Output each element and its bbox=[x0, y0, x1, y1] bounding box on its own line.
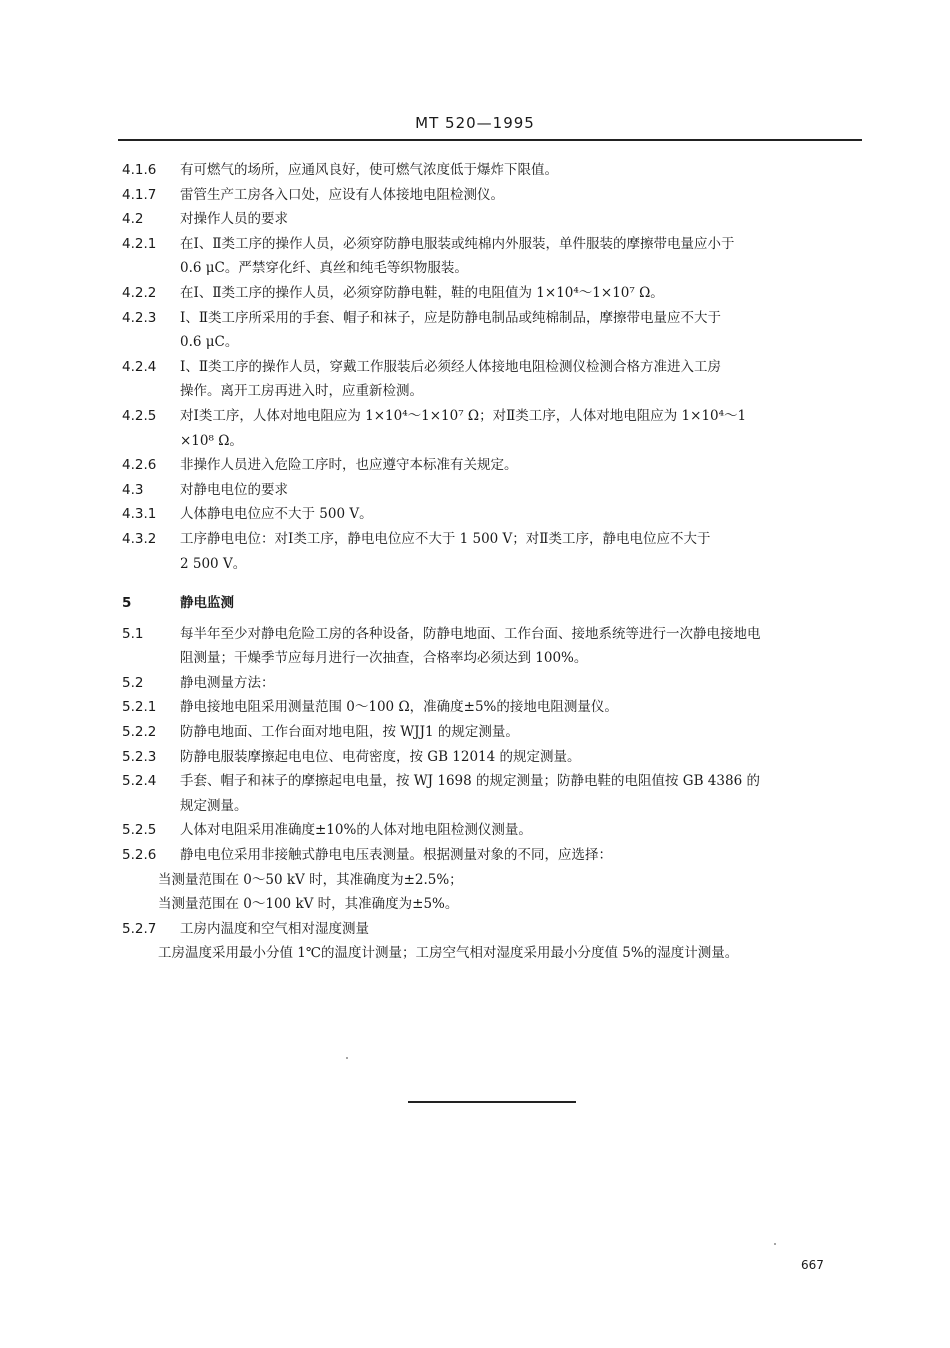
scan-speck bbox=[774, 1243, 776, 1245]
clause-text: 0.6 μC。 bbox=[180, 334, 239, 351]
clause-number: 4.3.2 bbox=[122, 530, 157, 547]
clause-text: 手套、帽子和袜子的摩擦起电电量，按 WJ 1698 的规定测量；防静电鞋的电阻值按 GB 4386 的 bbox=[180, 773, 760, 790]
clause-line bbox=[122, 379, 862, 404]
clause-number: 4.3 bbox=[122, 481, 144, 498]
clause-number: 5.2.1 bbox=[122, 699, 157, 716]
clause-text: 防静电地面、工作台面对地电阻，按 WJJ1 的规定测量。 bbox=[180, 724, 519, 741]
clause-text: 阻测量；干燥季节应每月进行一次抽查，合格率均必须达到 100%。 bbox=[180, 650, 588, 667]
clause-line bbox=[122, 429, 862, 454]
clause-number: 5.2.2 bbox=[122, 724, 157, 741]
clause-line bbox=[122, 404, 862, 429]
section-5b-block bbox=[122, 917, 862, 942]
section-heading bbox=[122, 591, 862, 616]
clause-line bbox=[122, 527, 862, 552]
clause-line bbox=[122, 917, 862, 942]
clause-number: 4.1.6 bbox=[122, 162, 157, 178]
clause-line bbox=[122, 183, 862, 208]
clause-text: Ⅰ、Ⅱ类工序的操作人员，穿戴工作服装后必须经人体接地电阻检测仪检测合格方准进入工房 bbox=[180, 358, 722, 375]
clause-text: 工房温度采用最小分值 1℃的温度计测量；工房空气相对湿度采用最小分度值 5%的湿度计测量。 bbox=[158, 945, 739, 962]
clause-line bbox=[122, 646, 862, 671]
clause-line bbox=[122, 794, 862, 819]
clause-number: 5.2.5 bbox=[122, 822, 157, 839]
clause-line bbox=[122, 769, 862, 794]
end-rule bbox=[408, 1101, 576, 1103]
clause-text: 工房内温度和空气相对湿度测量 bbox=[180, 920, 369, 937]
header-rule bbox=[118, 139, 862, 141]
document-body bbox=[122, 158, 862, 966]
clause-line bbox=[122, 207, 862, 232]
clause-number: 4.2.2 bbox=[122, 284, 157, 301]
clause-text: 工序静电电位：对Ⅰ类工序，静电电位应不大于 1 500 V；对Ⅱ类工序，静电电位应不大于 bbox=[180, 530, 711, 547]
clause-text: 雷管生产工房各入口处，应设有人体接地电阻检测仪。 bbox=[180, 186, 504, 203]
section-5-block bbox=[122, 622, 862, 868]
clause-number: 4.1.7 bbox=[122, 186, 157, 203]
clause-text: 在Ⅰ、Ⅱ类工序的操作人员，必须穿防静电服装或纯棉内外服装，单件服装的摩擦带电量应小于 bbox=[180, 235, 735, 252]
section-4-block bbox=[122, 158, 862, 576]
clause-text: 0.6 μC。严禁穿化纤、真丝和纯毛等织物服装。 bbox=[180, 260, 468, 277]
clause-number: 4.2.4 bbox=[122, 358, 157, 375]
section-number: 5 bbox=[122, 595, 132, 612]
clause-line bbox=[122, 330, 862, 355]
clause-number: 4.2.6 bbox=[122, 457, 157, 474]
clause-text: 有可燃气的场所，应通风良好，使可燃气浓度低于爆炸下限值。 bbox=[180, 162, 558, 178]
clause-number: 4.2.3 bbox=[122, 309, 157, 326]
indented-block bbox=[122, 868, 862, 917]
clause-text: 对操作人员的要求 bbox=[180, 211, 288, 228]
clause-number: 5.2.3 bbox=[122, 748, 157, 765]
clause-text: 当测量范围在 0～100 kV 时，其准确度为±5%。 bbox=[158, 896, 459, 913]
clause-text: 对静电电位的要求 bbox=[180, 481, 288, 498]
clause-text: 人体对电阻采用准确度±10%的人体对地电阻检测仪测量。 bbox=[180, 822, 532, 839]
clause-line bbox=[122, 232, 862, 257]
clause-text: 每半年至少对静电危险工房的各种设备，防静电地面、工作台面、接地系统等进行一次静电接地电 bbox=[180, 625, 761, 642]
clause-line bbox=[122, 281, 862, 306]
section-title: 静电监测 bbox=[180, 595, 234, 612]
clause-text: ×10⁸ Ω。 bbox=[180, 432, 243, 449]
clause-number: 4.2.5 bbox=[122, 407, 157, 424]
clause-line bbox=[122, 695, 862, 720]
clause-number: 4.3.1 bbox=[122, 506, 157, 523]
clause-line bbox=[122, 843, 862, 868]
clause-line bbox=[122, 622, 862, 647]
clause-line bbox=[122, 745, 862, 770]
clause-number: 5.2.7 bbox=[122, 920, 157, 937]
page-number: 667 bbox=[801, 1258, 824, 1272]
clause-number: 5.2.6 bbox=[122, 847, 157, 864]
clause-line bbox=[122, 453, 862, 478]
header-title: MT 520—1995 bbox=[415, 114, 535, 132]
clause-line bbox=[122, 478, 862, 503]
clause-number: 5.2 bbox=[122, 674, 144, 691]
indented-line bbox=[122, 941, 862, 966]
clause-text: 操作。离开工房再进入时，应重新检测。 bbox=[180, 383, 423, 400]
clause-number: 5.2.4 bbox=[122, 773, 157, 790]
clause-text: 静电测量方法： bbox=[180, 674, 275, 691]
clause-text: 静电电位采用非接触式静电电压表测量。根据测量对象的不同，应选择： bbox=[180, 847, 612, 864]
clause-line bbox=[122, 158, 862, 183]
clause-text: 在Ⅰ、Ⅱ类工序的操作人员，必须穿防静电鞋，鞋的电阻值为 1×10⁴～1×10⁷ Ω。 bbox=[180, 284, 664, 301]
clause-text: 静电接地电阻采用测量范围 0～100 Ω，准确度±5%的接地电阻测量仪。 bbox=[180, 699, 618, 716]
clause-text: 非操作人员进入危险工序时，也应遵守本标准有关规定。 bbox=[180, 457, 518, 474]
clause-line bbox=[122, 306, 862, 331]
clause-text: 对Ⅰ类工序，人体对地电阻应为 1×10⁴～1×10⁷ Ω；对Ⅱ类工序，人体对地电阻应为 1×10⁴～1 bbox=[180, 407, 747, 424]
indented-line bbox=[122, 892, 862, 917]
clause-line bbox=[122, 355, 862, 380]
clause-text: 规定测量。 bbox=[180, 797, 248, 814]
clause-number: 5.1 bbox=[122, 625, 144, 642]
scan-speck bbox=[346, 1057, 348, 1059]
clause-number: 4.2 bbox=[122, 211, 144, 228]
clause-text: 2 500 V。 bbox=[180, 555, 247, 572]
clause-text: 人体静电电位应不大于 500 V。 bbox=[180, 506, 373, 523]
clause-text: 当测量范围在 0～50 kV 时，其准确度为±2.5%； bbox=[158, 871, 463, 888]
section-gap bbox=[122, 576, 862, 591]
clause-line bbox=[122, 502, 862, 527]
clause-line bbox=[122, 671, 862, 696]
clause-number: 4.2.1 bbox=[122, 235, 157, 252]
clause-line bbox=[122, 818, 862, 843]
clause-line bbox=[122, 552, 862, 577]
clause-text: Ⅰ、Ⅱ类工序所采用的手套、帽子和袜子，应是防静电制品或纯棉制品，摩擦带电量应不大于 bbox=[180, 309, 722, 326]
clause-text: 防静电服装摩擦起电电位、电荷密度，按 GB 12014 的规定测量。 bbox=[180, 748, 581, 765]
clause-line bbox=[122, 256, 862, 281]
indented-line bbox=[122, 868, 862, 893]
indented-block-2 bbox=[122, 941, 862, 966]
clause-line bbox=[122, 720, 862, 745]
